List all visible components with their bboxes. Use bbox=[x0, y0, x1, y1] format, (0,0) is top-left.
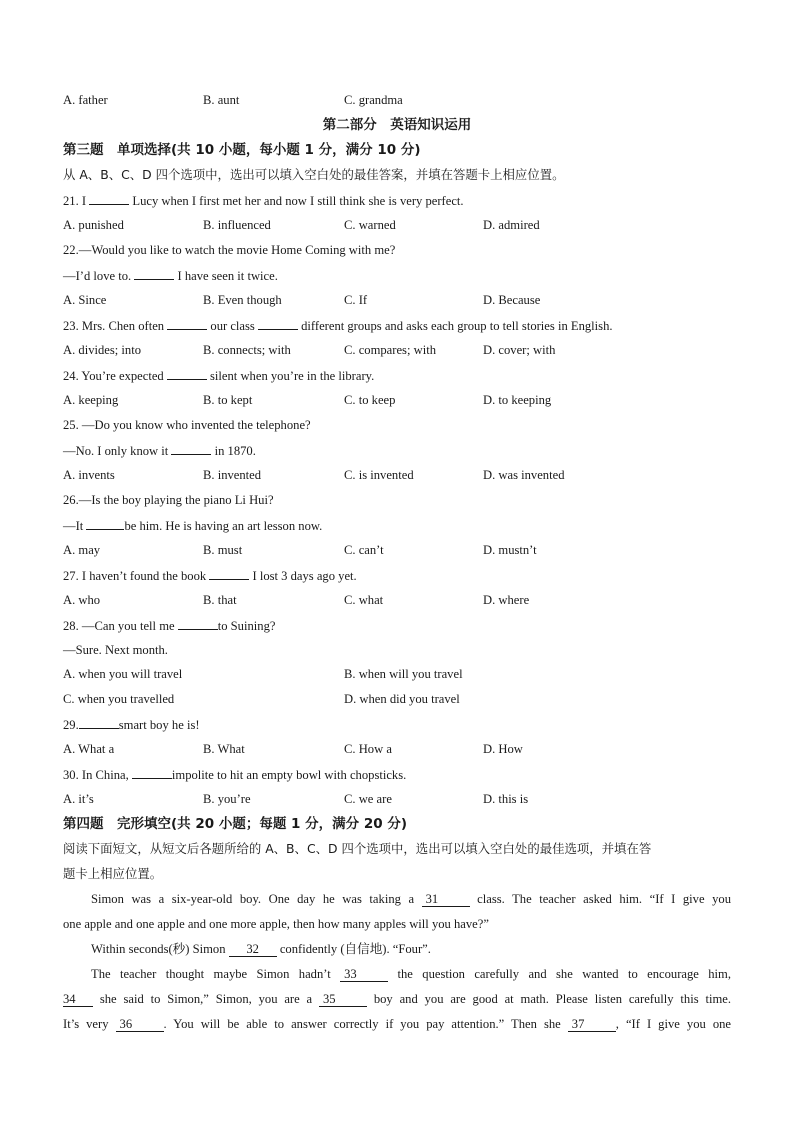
option-a: A. father bbox=[63, 93, 108, 107]
q29-option-a: A. What a bbox=[63, 742, 115, 756]
question-30: 30. In China, impolite to hit an empty bowl with chopsticks. bbox=[63, 768, 407, 782]
numbered-blank: 37 bbox=[568, 1017, 616, 1032]
option-b: B. aunt bbox=[203, 93, 240, 107]
passage-line: 34 she said to Simon,” Simon, you are a 35 boy and you are good at math. Please listen carefully this time. bbox=[63, 992, 731, 1006]
q25-option-c: C. is invented bbox=[344, 468, 414, 482]
q26-option-a: A. may bbox=[63, 543, 101, 557]
q30-option-d: D. this is bbox=[483, 792, 529, 806]
q26-option-b: B. must bbox=[203, 543, 243, 557]
answer-blank bbox=[134, 267, 174, 280]
question-29: 29. smart boy he is! bbox=[63, 718, 200, 732]
passage-line: Simon was a six-year-old boy. One day he was taking a 31 class. The teacher asked him. “If I give you bbox=[91, 892, 731, 906]
q24-option-b: B. to kept bbox=[203, 393, 253, 407]
numbered-blank: 34 bbox=[63, 992, 93, 1007]
numbered-blank: 35 bbox=[319, 992, 367, 1007]
question-23: 23. Mrs. Chen often our class different groups and asks each group to tell stories in English. bbox=[63, 319, 613, 333]
numbered-blank: 36 bbox=[116, 1017, 164, 1032]
q22-option-d: D. Because bbox=[483, 293, 541, 307]
passage-line: one apple and one apple and one more apple, then how many apples will you have?” bbox=[63, 917, 489, 931]
question-22-line1: 22.—Would you like to watch the movie Home Coming with me? bbox=[63, 243, 396, 257]
answer-blank bbox=[178, 617, 218, 630]
question-26-line1: 26.—Is the boy playing the piano Li Hui? bbox=[63, 493, 274, 507]
q30-option-a: A. it’s bbox=[63, 792, 94, 806]
numbered-blank: 31 bbox=[422, 892, 470, 907]
q22-option-a: A. Since bbox=[63, 293, 107, 307]
numbered-blank: 33 bbox=[340, 967, 388, 982]
q23-option-a: A. divides; into bbox=[63, 343, 142, 357]
question-21: 21. I Lucy when I first met her and now I still think she is very perfect. bbox=[63, 194, 464, 208]
q27-option-d: D. where bbox=[483, 593, 530, 607]
q27-option-a: A. who bbox=[63, 593, 101, 607]
q26-option-c: C. can’t bbox=[344, 543, 384, 557]
q23-option-b: B. connects; with bbox=[203, 343, 291, 357]
answer-blank bbox=[167, 317, 207, 330]
q25-option-b: B. invented bbox=[203, 468, 262, 482]
question-27: 27. I haven’t found the book I lost 3 days ago yet. bbox=[63, 569, 357, 583]
q27-option-c: C. what bbox=[344, 593, 384, 607]
section4-instructions-2: 题卡上相应位置。 bbox=[63, 866, 163, 881]
q25-option-d: D. was invented bbox=[483, 468, 565, 482]
question-28-line1: 28. —Can you tell me to Suining? bbox=[63, 619, 276, 633]
q21-option-a: A. punished bbox=[63, 218, 124, 232]
section3-title: 第三题 单项选择(共 10 小题，每小题 1 分，满分 10 分) bbox=[63, 142, 421, 158]
passage-line: Within seconds(秒) Simon 32 confidently (自信地). “Four”. bbox=[91, 942, 431, 956]
q27-option-b: B. that bbox=[203, 593, 237, 607]
q24-option-c: C. to keep bbox=[344, 393, 396, 407]
answer-blank bbox=[209, 567, 249, 580]
numbered-blank: 32 bbox=[229, 942, 277, 957]
section4-instructions-1: 阅读下面短文，从短文后各题所给的 A、B、C、D 四个选项中，选出可以填入空白处的最佳选项，并填在答 bbox=[63, 841, 652, 856]
answer-blank bbox=[167, 367, 207, 380]
option-c: C. grandma bbox=[344, 93, 403, 107]
answer-blank bbox=[89, 192, 129, 205]
answer-blank bbox=[132, 766, 172, 779]
q22-option-c: C. If bbox=[344, 293, 368, 307]
q21-option-c: C. warned bbox=[344, 218, 396, 232]
passage-line: It’s very 36 . You will be able to answer correctly if you pay attention.” Then she 37 , “If I give you one bbox=[63, 1017, 731, 1031]
section3-instructions: 从 A、B、C、D 四个选项中，选出可以填入空白处的最佳答案，并填在答题卡上相应位置。 bbox=[63, 167, 565, 182]
question-26-line2: —It be him. He is having an art lesson now. bbox=[63, 519, 323, 533]
answer-blank bbox=[258, 317, 298, 330]
q29-option-c: C. How a bbox=[344, 742, 392, 756]
q29-option-d: D. How bbox=[483, 742, 523, 756]
q24-option-d: D. to keeping bbox=[483, 393, 552, 407]
part-title: 第二部分 英语知识运用 bbox=[322, 117, 472, 133]
question-28-line2: —Sure. Next month. bbox=[63, 643, 168, 657]
q22-option-b: B. Even though bbox=[203, 293, 282, 307]
q21-option-d: D. admired bbox=[483, 218, 540, 232]
answer-blank bbox=[171, 442, 211, 455]
q28-option-a: A. when you will travel bbox=[63, 667, 183, 681]
q29-option-b: B. What bbox=[203, 742, 245, 756]
q21-option-b: B. influenced bbox=[203, 218, 271, 232]
q28-option-b: B. when will you travel bbox=[344, 667, 463, 681]
q24-option-a: A. keeping bbox=[63, 393, 119, 407]
q23-option-c: C. compares; with bbox=[344, 343, 436, 357]
question-22-line2: —I’d love to. I have seen it twice. bbox=[63, 269, 278, 283]
question-24: 24. You’re expected silent when you’re in the library. bbox=[63, 369, 375, 383]
question-25-line1: 25. —Do you know who invented the telephone? bbox=[63, 418, 311, 432]
answer-blank bbox=[79, 716, 119, 729]
section4-title: 第四题 完形填空(共 20 小题；每题 1 分，满分 20 分) bbox=[63, 816, 408, 832]
q23-option-d: D. cover; with bbox=[483, 343, 556, 357]
q28-option-c: C. when you travelled bbox=[63, 692, 175, 706]
q30-option-c: C. we are bbox=[344, 792, 392, 806]
passage-line: The teacher thought maybe Simon hadn’t 33 the question carefully and she wanted to encourage him, bbox=[91, 967, 731, 981]
answer-blank bbox=[86, 517, 124, 530]
question-25-line2: —No. I only know it in 1870. bbox=[63, 444, 256, 458]
q28-option-d: D. when did you travel bbox=[344, 692, 460, 706]
q26-option-d: D. mustn’t bbox=[483, 543, 537, 557]
q30-option-b: B. you’re bbox=[203, 792, 251, 806]
q25-option-a: A. invents bbox=[63, 468, 115, 482]
